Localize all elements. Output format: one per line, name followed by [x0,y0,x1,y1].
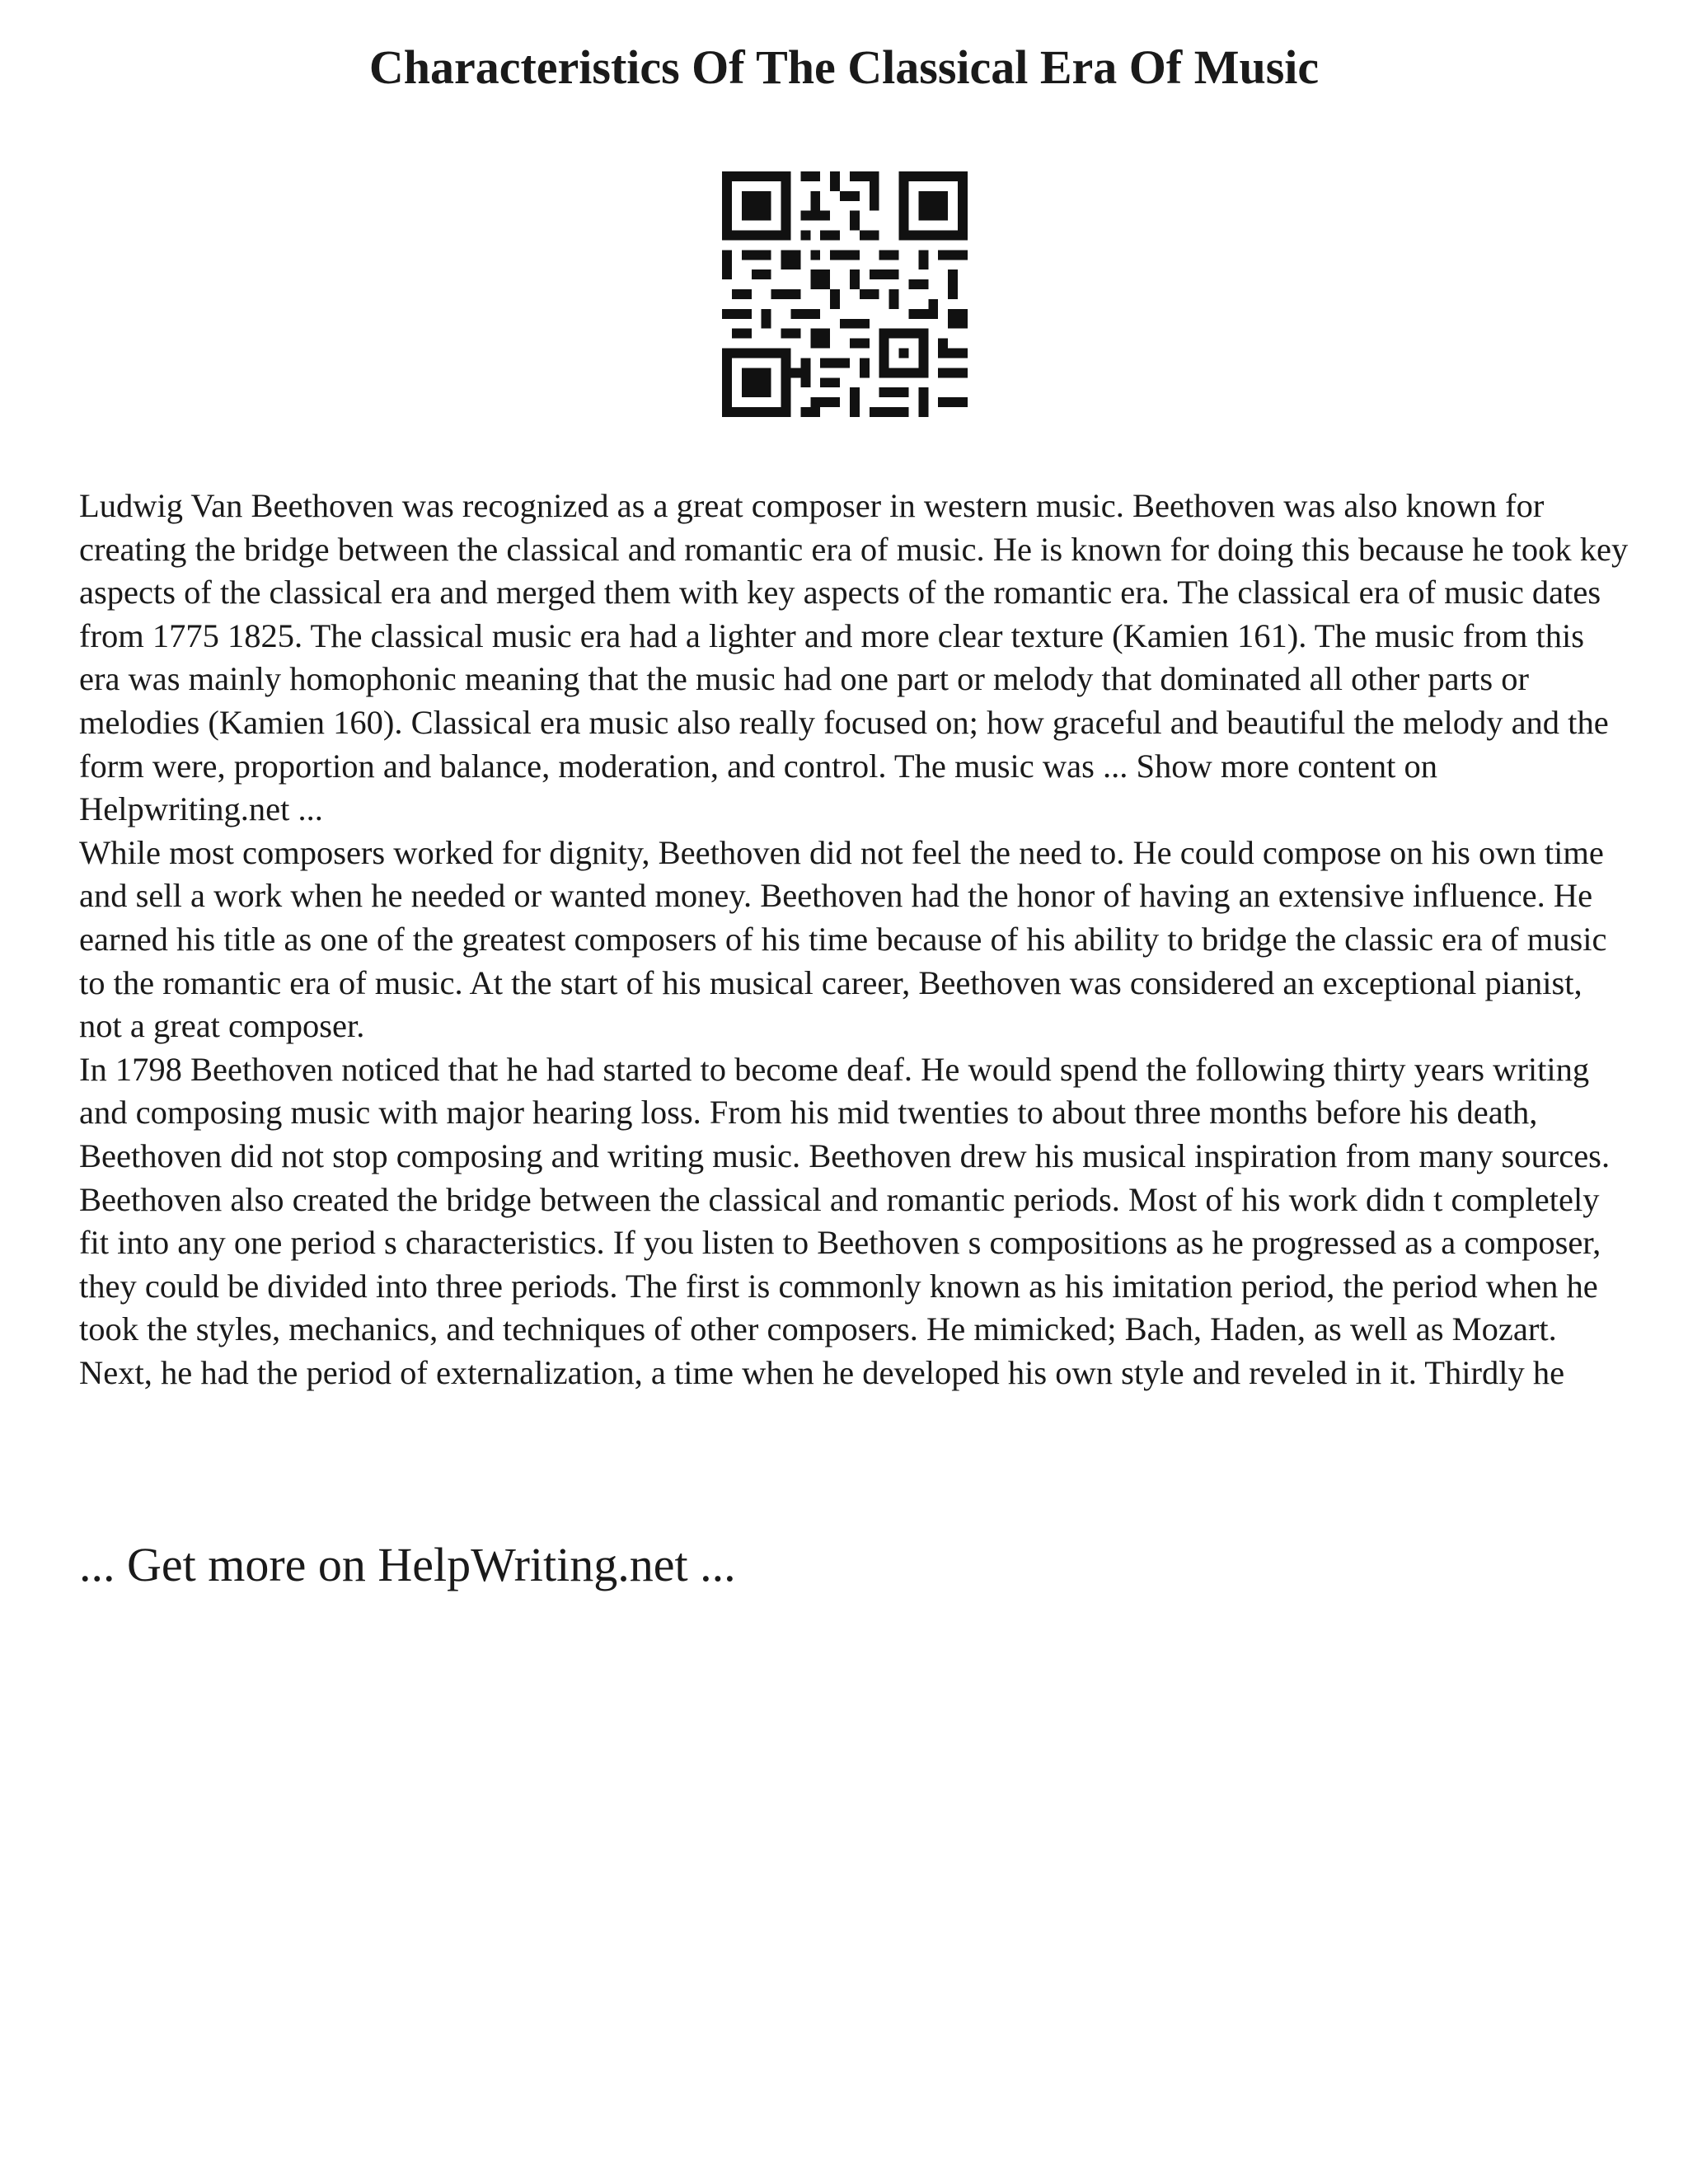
article-body [79,485,1629,1394]
qr-code-icon [722,171,968,417]
paragraph: Ludwig Van Beethoven was recognized as a great composer in western music. Beethoven was also known for creating the bridge between the classical and romantic era of music. He is known for doing this because he took key aspects of the classical era and merged them with key aspects of the romantic era. The classical era of music dates from 1775 1825. The classical music era had a lighter and more clear texture (Kamien 161). The music from this era was mainly homophonic meaning that the music had one part or melody that dominated all other parts or melodies (Kamien 160). Classical era music also really focused on; how graceful and beautiful the melody and the form were, proportion and balance, moderation, and control. The music was ... Show more content on Helpwriting.net ... [79,487,1629,828]
get-more-link[interactable]: ... Get more on HelpWriting.net ... [79,1538,736,1591]
paragraph: In 1798 Beethoven noticed that he had started to become deaf. He would spend the following thirty years writing and composing music with major hearing loss. From his mid twenties to about three months before his death, Beethoven did not stop composing and writing music. Beethoven drew his musical inspiration from many sources. Beethoven also created the bridge between the classical and romantic periods. Most of his work didn t completely fit into any one period s characteristics. If you listen to Beethoven s compositions as he progressed as a composer, they could be divided into three periods. The first is commonly known as his imitation period, the period when he took the styles, mechanics, and techniques of other composers. He mimicked; Bach, Haden, as well as Mozart. Next, he had the period of externalization, a time when he developed his own style and reveled in it. Thirdly he [79,1050,1611,1391]
page-title: Characteristics Of The Classical Era Of Music [368,40,1320,94]
paragraph: While most composers worked for dignity, Beethoven did not feel the need to. He could compose on his own time and sell a work when he needed or wanted money. Beethoven had the honor of having an extensive influence. He earned his title as one of the greatest composers of his time because of his ability to bridge the classic era of music to the romantic era of music. At the start of his musical career, Beethoven was considered an exceptional pianist, not a great composer. [79,833,1607,1045]
